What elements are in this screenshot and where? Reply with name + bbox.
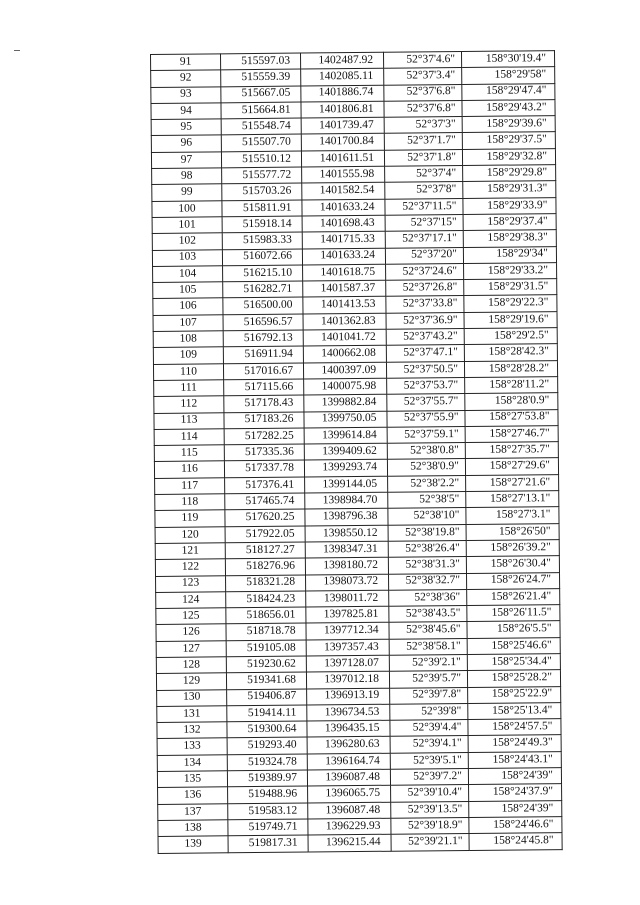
longitude-cell: 158°29'29.8": [463, 165, 556, 182]
y-coordinate-cell: 1396734.53: [307, 704, 390, 721]
point-number-cell: 119: [155, 510, 225, 527]
y-coordinate-cell: 1402085.11: [301, 69, 384, 86]
latitude-cell: 52°39'2.1": [389, 654, 467, 671]
y-coordinate-cell: 1398011.72: [306, 590, 389, 607]
point-number-cell: 127: [156, 640, 226, 657]
y-coordinate-cell: 1401618.75: [303, 264, 386, 281]
point-number-cell: 112: [154, 396, 224, 413]
latitude-cell: 52°38'0.8": [387, 443, 465, 460]
longitude-cell: 158°24'39": [468, 768, 561, 785]
x-coordinate-cell: 519488.96: [228, 786, 308, 803]
longitude-cell: 158°24'57.5": [468, 719, 561, 736]
latitude-cell: 52°37'26.8": [386, 280, 464, 297]
y-coordinate-cell: 1397712.34: [306, 623, 389, 640]
point-number-cell: 97: [151, 152, 221, 169]
x-coordinate-cell: 519324.78: [227, 754, 307, 771]
longitude-cell: 158°25'28.2": [467, 670, 560, 687]
longitude-cell: 158°24'37.9": [469, 784, 562, 801]
latitude-cell: 52°37'53.7": [387, 377, 465, 394]
latitude-cell: 52°37'8": [385, 182, 463, 199]
longitude-cell: 158°27'29.6": [465, 458, 558, 475]
latitude-cell: 52°37'4.6": [383, 52, 461, 69]
longitude-cell: 158°30'19.4": [461, 51, 554, 68]
x-coordinate-cell: 516072.66: [222, 249, 302, 266]
longitude-cell: 158°29'47.4": [462, 83, 555, 100]
y-coordinate-cell: 1397825.81: [306, 606, 389, 623]
coordinates-table: [150, 50, 563, 853]
longitude-cell: 158°29'33.2": [464, 262, 557, 279]
longitude-cell: 158°28'11.2": [465, 377, 558, 394]
y-coordinate-cell: 1397128.07: [306, 655, 389, 672]
x-coordinate-cell: 515577.72: [222, 167, 302, 184]
latitude-cell: 52°37'55.7": [387, 394, 465, 411]
y-coordinate-cell: 1396087.48: [308, 802, 391, 819]
latitude-cell: 52°38'2.2": [388, 475, 466, 492]
x-coordinate-cell: 515703.26: [222, 183, 302, 200]
latitude-cell: 52°39'5.1": [390, 752, 468, 769]
latitude-cell: 52°39'7.2": [390, 769, 468, 786]
longitude-cell: 158°27'13.1": [466, 491, 559, 508]
y-coordinate-cell: 1401413.53: [303, 297, 386, 314]
latitude-cell: 52°37'59.1": [387, 426, 465, 443]
longitude-cell: 158°24'46.6": [469, 817, 562, 834]
point-number-cell: 116: [154, 461, 224, 478]
latitude-cell: 52°37'20": [385, 247, 463, 264]
y-coordinate-cell: 1399409.62: [304, 443, 387, 460]
point-number-cell: 94: [151, 103, 221, 120]
x-coordinate-cell: 517183.26: [224, 412, 304, 429]
longitude-cell: 158°29'38.3": [463, 230, 556, 247]
longitude-cell: 158°25'13.4": [468, 702, 561, 719]
longitude-cell: 158°25'34.4": [467, 654, 560, 671]
point-number-cell: 105: [153, 282, 223, 299]
latitude-cell: 52°38'19.8": [388, 524, 466, 541]
longitude-cell: 158°26'30.4": [466, 556, 559, 573]
longitude-cell: 158°29'19.6": [464, 311, 557, 328]
x-coordinate-cell: 519583.12: [228, 803, 308, 820]
longitude-cell: 158°27'53.8": [465, 409, 558, 426]
y-coordinate-cell: 1396435.15: [307, 720, 390, 737]
x-coordinate-cell: 518276.96: [225, 558, 305, 575]
point-number-cell: 103: [152, 249, 222, 266]
y-coordinate-cell: 1399293.74: [304, 460, 387, 477]
x-coordinate-cell: 519300.64: [227, 721, 307, 738]
latitude-cell: 52°37'3": [384, 117, 462, 134]
latitude-cell: 52°38'45.6": [389, 622, 467, 639]
point-number-cell: 123: [156, 575, 226, 592]
latitude-cell: 52°39'8": [390, 703, 468, 720]
x-coordinate-cell: 517335.36: [224, 444, 304, 461]
x-coordinate-cell: 516500.00: [223, 297, 303, 314]
point-number-cell: 102: [152, 233, 222, 250]
point-number-cell: 125: [156, 608, 226, 625]
x-coordinate-cell: 516282.71: [223, 281, 303, 298]
longitude-cell: 158°26'5.5": [467, 621, 560, 638]
longitude-cell: 158°29'39.6": [462, 116, 555, 133]
y-coordinate-cell: 1398073.72: [306, 574, 389, 591]
point-number-cell: 92: [151, 70, 221, 87]
point-number-cell: 108: [153, 331, 223, 348]
latitude-cell: 52°37'1.8": [384, 149, 462, 166]
point-number-cell: 120: [155, 526, 225, 543]
y-coordinate-cell: 1396065.75: [308, 786, 391, 803]
longitude-cell: 158°26'11.5": [467, 605, 560, 622]
latitude-cell: 52°37'43.2": [386, 329, 464, 346]
longitude-cell: 158°29'32.8": [462, 148, 555, 165]
y-coordinate-cell: 1398180.72: [305, 557, 388, 574]
longitude-cell: 158°29'37.5": [462, 132, 555, 149]
x-coordinate-cell: 519389.97: [227, 770, 307, 787]
x-coordinate-cell: 516911.94: [223, 346, 303, 363]
longitude-cell: 158°26'21.4": [467, 588, 560, 605]
latitude-cell: 52°38'58.1": [389, 638, 467, 655]
longitude-cell: 158°26'39.2": [466, 540, 559, 557]
longitude-cell: 158°28'28.2": [464, 360, 557, 377]
x-coordinate-cell: 518127.27: [225, 542, 305, 559]
point-number-cell: 111: [154, 380, 224, 397]
longitude-cell: 158°29'2.5": [464, 328, 557, 345]
point-number-cell: 117: [155, 478, 225, 495]
point-number-cell: 109: [153, 347, 223, 364]
longitude-cell: 158°29'37.4": [463, 214, 556, 231]
x-coordinate-cell: 517115.66: [224, 379, 304, 396]
latitude-cell: 52°39'21.1": [391, 834, 469, 851]
x-coordinate-cell: 515983.33: [222, 232, 302, 249]
y-coordinate-cell: 1401806.81: [301, 101, 384, 118]
point-number-cell: 121: [155, 543, 225, 560]
latitude-cell: 52°38'0.9": [387, 459, 465, 476]
y-coordinate-cell: 1398984.70: [305, 492, 388, 509]
x-coordinate-cell: 517376.41: [225, 477, 305, 494]
point-number-cell: 107: [153, 315, 223, 332]
longitude-cell: 158°25'46.6": [467, 637, 560, 654]
x-coordinate-cell: 515507.70: [221, 135, 301, 152]
point-number-cell: 129: [156, 673, 226, 690]
point-number-cell: 98: [152, 168, 222, 185]
longitude-cell: 158°27'3.1": [466, 507, 559, 524]
x-coordinate-cell: 519817.31: [228, 835, 308, 852]
latitude-cell: 52°37'3.4": [384, 68, 462, 85]
y-coordinate-cell: 1398550.12: [305, 525, 388, 542]
y-coordinate-cell: 1401362.83: [303, 313, 386, 330]
latitude-cell: 52°39'5.7": [389, 671, 467, 688]
x-coordinate-cell: 517178.43: [224, 395, 304, 412]
y-coordinate-cell: 1401555.98: [302, 166, 385, 183]
point-number-cell: 135: [157, 771, 227, 788]
x-coordinate-cell: 516596.57: [223, 314, 303, 331]
y-coordinate-cell: 1397357.43: [306, 639, 389, 656]
latitude-cell: 52°37'17.1": [385, 231, 463, 248]
point-number-cell: 130: [157, 689, 227, 706]
y-coordinate-cell: 1399750.05: [304, 411, 387, 428]
longitude-cell: 158°28'42.3": [464, 344, 557, 361]
y-coordinate-cell: 1399614.84: [304, 427, 387, 444]
y-coordinate-cell: 1400397.09: [303, 362, 386, 379]
point-number-cell: 136: [158, 787, 228, 804]
latitude-cell: 52°37'6.8": [384, 100, 462, 117]
y-coordinate-cell: 1401698.43: [302, 215, 385, 232]
x-coordinate-cell: 517337.78: [224, 460, 304, 477]
longitude-cell: 158°25'22.9": [468, 686, 561, 703]
point-number-cell: 122: [155, 559, 225, 576]
latitude-cell: 52°38'10": [388, 508, 466, 525]
y-coordinate-cell: 1401633.24: [302, 248, 385, 265]
point-number-cell: 113: [154, 412, 224, 429]
latitude-cell: 52°37'36.9": [386, 312, 464, 329]
longitude-cell: 158°27'21.6": [466, 474, 559, 491]
x-coordinate-cell: 518656.01: [226, 607, 306, 624]
x-coordinate-cell: 519293.40: [227, 737, 307, 754]
longitude-cell: 158°24'49.3": [468, 735, 561, 752]
y-coordinate-cell: 1396913.19: [307, 688, 390, 705]
latitude-cell: 52°37'47.1": [386, 345, 464, 362]
point-number-cell: 128: [156, 657, 226, 674]
latitude-cell: 52°38'26.4": [388, 540, 466, 557]
x-coordinate-cell: 519749.71: [228, 819, 308, 836]
latitude-cell: 52°38'43.5": [389, 606, 467, 623]
point-number-cell: 126: [156, 624, 226, 641]
y-coordinate-cell: 1396164.74: [307, 753, 390, 770]
x-coordinate-cell: 515667.05: [221, 86, 301, 103]
point-number-cell: 138: [158, 820, 228, 837]
longitude-cell: 158°29'43.2": [462, 100, 555, 117]
latitude-cell: 52°37'33.8": [386, 296, 464, 313]
x-coordinate-cell: 516792.13: [223, 330, 303, 347]
x-coordinate-cell: 517620.25: [225, 509, 305, 526]
point-number-cell: 118: [155, 494, 225, 511]
point-number-cell: 134: [157, 755, 227, 772]
point-number-cell: 93: [151, 86, 221, 103]
latitude-cell: 52°37'55.9": [387, 410, 465, 427]
latitude-cell: 52°39'10.4": [391, 785, 469, 802]
point-number-cell: 96: [151, 135, 221, 152]
x-coordinate-cell: 519105.08: [226, 640, 306, 657]
point-number-cell: 137: [158, 803, 228, 820]
x-coordinate-cell: 517016.67: [223, 363, 303, 380]
x-coordinate-cell: 515918.14: [222, 216, 302, 233]
longitude-cell: 158°24'39": [469, 800, 562, 817]
longitude-cell: 158°29'22.3": [464, 295, 557, 312]
latitude-cell: 52°37'4": [385, 166, 463, 183]
y-coordinate-cell: 1401739.47: [301, 117, 384, 134]
point-number-cell: 124: [156, 592, 226, 609]
point-number-cell: 133: [157, 738, 227, 755]
y-coordinate-cell: 1401041.72: [303, 329, 386, 346]
x-coordinate-cell: 515664.81: [221, 102, 301, 119]
latitude-cell: 52°39'4.1": [390, 736, 468, 753]
longitude-cell: 158°26'50": [466, 523, 559, 540]
latitude-cell: 52°39'4.4": [390, 720, 468, 737]
longitude-cell: 158°26'24.7": [466, 572, 559, 589]
latitude-cell: 52°37'1.7": [384, 133, 462, 150]
longitude-cell: 158°24'43.1": [468, 751, 561, 768]
x-coordinate-cell: 518321.28: [226, 575, 306, 592]
page-margin-mark: [14, 50, 20, 51]
x-coordinate-cell: 515811.91: [222, 200, 302, 217]
latitude-cell: 52°37'11.5": [385, 198, 463, 215]
y-coordinate-cell: 1401700.84: [301, 134, 384, 151]
longitude-cell: 158°29'31.3": [463, 181, 556, 198]
latitude-cell: 52°39'7.8": [390, 687, 468, 704]
y-coordinate-cell: 1401582.54: [302, 183, 385, 200]
longitude-cell: 158°29'34": [463, 246, 556, 263]
y-coordinate-cell: 1396229.93: [308, 818, 391, 835]
x-coordinate-cell: 515548.74: [221, 118, 301, 135]
point-number-cell: 132: [157, 722, 227, 739]
latitude-cell: 52°39'13.5": [391, 801, 469, 818]
y-coordinate-cell: 1399882.84: [304, 394, 387, 411]
y-coordinate-cell: 1399144.05: [305, 476, 388, 493]
y-coordinate-cell: 1396215.44: [308, 834, 391, 851]
x-coordinate-cell: 519341.68: [226, 672, 306, 689]
y-coordinate-cell: 1401611.51: [301, 150, 384, 167]
point-number-cell: 99: [152, 184, 222, 201]
point-number-cell: 115: [154, 445, 224, 462]
point-number-cell: 95: [151, 119, 221, 136]
latitude-cell: 52°38'32.7": [389, 573, 467, 590]
y-coordinate-cell: 1401715.33: [302, 232, 385, 249]
x-coordinate-cell: 515510.12: [221, 151, 301, 168]
latitude-cell: 52°37'15": [385, 214, 463, 231]
longitude-cell: 158°27'35.7": [465, 442, 558, 459]
longitude-cell: 158°29'33.9": [463, 197, 556, 214]
point-number-cell: 114: [154, 429, 224, 446]
coordinates-table-container: [150, 50, 563, 853]
x-coordinate-cell: 519230.62: [226, 656, 306, 673]
point-number-cell: 106: [153, 298, 223, 315]
point-number-cell: 139: [158, 836, 228, 853]
longitude-cell: 158°29'58": [462, 67, 555, 84]
x-coordinate-cell: 517282.25: [224, 428, 304, 445]
x-coordinate-cell: 517922.05: [225, 526, 305, 543]
x-coordinate-cell: 519406.87: [227, 689, 307, 706]
y-coordinate-cell: 1401886.74: [301, 85, 384, 102]
latitude-cell: 52°38'36": [389, 589, 467, 606]
x-coordinate-cell: 515559.39: [221, 69, 301, 86]
y-coordinate-cell: 1397012.18: [306, 672, 389, 689]
longitude-cell: 158°27'46.7": [465, 425, 558, 442]
coordinates-table-body: [151, 51, 563, 853]
y-coordinate-cell: 1401587.37: [303, 280, 386, 297]
y-coordinate-cell: 1402487.92: [300, 52, 383, 69]
longitude-cell: 158°28'0.9": [465, 393, 558, 410]
latitude-cell: 52°37'6.8": [384, 84, 462, 101]
x-coordinate-cell: 516215.10: [223, 265, 303, 282]
latitude-cell: 52°37'24.6": [386, 263, 464, 280]
x-coordinate-cell: 517465.74: [225, 493, 305, 510]
point-number-cell: 100: [152, 200, 222, 217]
table-row: [158, 833, 562, 853]
latitude-cell: 52°38'31.3": [388, 557, 466, 574]
point-number-cell: 131: [157, 706, 227, 723]
point-number-cell: 110: [153, 363, 223, 380]
latitude-cell: 52°37'50.5": [386, 361, 464, 378]
latitude-cell: 52°38'5": [388, 492, 466, 509]
x-coordinate-cell: 515597.03: [221, 53, 301, 70]
x-coordinate-cell: 518718.78: [226, 623, 306, 640]
point-number-cell: 91: [151, 54, 221, 71]
point-number-cell: 104: [153, 266, 223, 283]
y-coordinate-cell: 1398347.31: [305, 541, 388, 558]
y-coordinate-cell: 1401633.24: [302, 199, 385, 216]
longitude-cell: 158°29'31.5": [464, 279, 557, 296]
y-coordinate-cell: 1398796.38: [305, 509, 388, 526]
y-coordinate-cell: 1396087.48: [307, 769, 390, 786]
x-coordinate-cell: 518424.23: [226, 591, 306, 608]
y-coordinate-cell: 1396280.63: [307, 737, 390, 754]
y-coordinate-cell: 1400662.08: [303, 346, 386, 363]
longitude-cell: 158°24'45.8": [469, 833, 562, 850]
latitude-cell: 52°39'18.9": [391, 817, 469, 834]
y-coordinate-cell: 1400075.98: [304, 378, 387, 395]
point-number-cell: 101: [152, 217, 222, 234]
x-coordinate-cell: 519414.11: [227, 705, 307, 722]
